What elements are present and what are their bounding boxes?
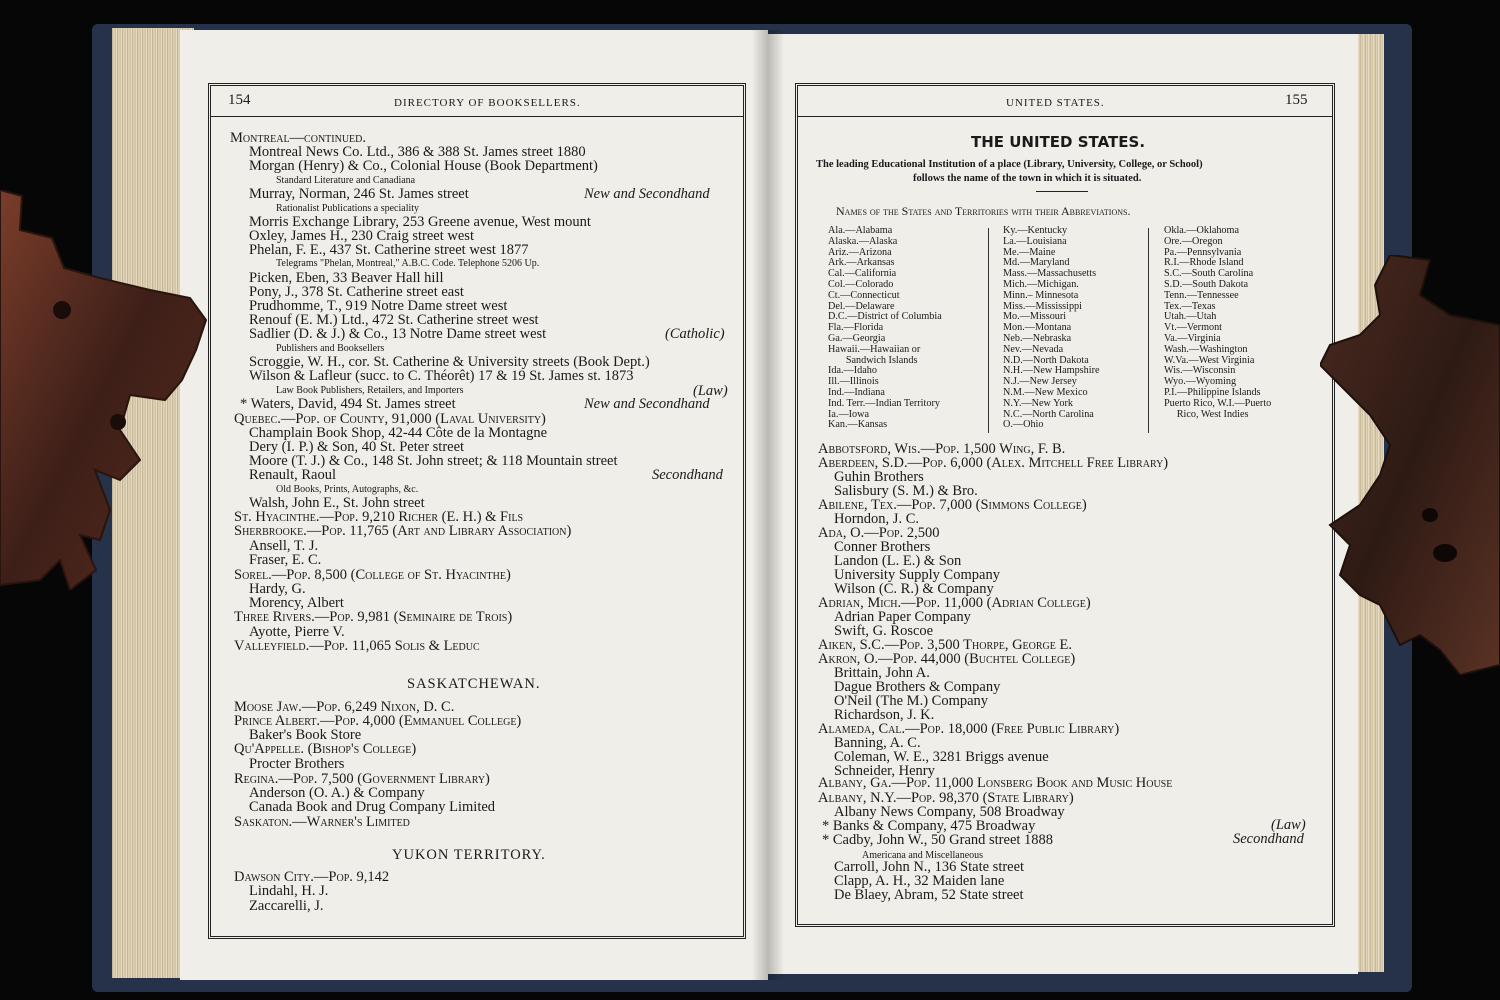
directory-line: Ayotte, Pierre V. xyxy=(249,624,345,640)
directory-line: Hardy, G. xyxy=(249,581,306,597)
directory-line: Guhin Brothers xyxy=(834,469,924,485)
directory-line: Prudhomme, T., 919 Notre Dame street west xyxy=(249,298,508,314)
directory-line: Salisbury (S. M.) & Bro. xyxy=(834,483,978,499)
left-page-number: 154 xyxy=(228,92,251,108)
directory-line: Dawson City.—Pop. 9,142 xyxy=(234,869,390,885)
directory-line: Anderson (O. A.) & Company xyxy=(249,785,425,801)
directory-line: YUKON TERRITORY. xyxy=(392,847,546,863)
directory-line: Phelan, F. E., 437 St. Catherine street west 1877 xyxy=(249,242,529,258)
directory-line: Montreal News Co. Ltd., 386 & 388 St. James street 1880 xyxy=(249,144,586,160)
directory-line: Coleman, W. E., 3281 Briggs avenue xyxy=(834,749,1049,765)
directory-line: Banning, A. C. xyxy=(834,735,921,751)
directory-line: Ada, O.—Pop. 2,500 xyxy=(818,525,940,541)
directory-line: Renault, Raoul xyxy=(249,467,336,483)
directory-line: Aberdeen, S.D.—Pop. 6,000 (Alex. Mitchell Free Library) xyxy=(818,455,1169,471)
directory-line: Champlain Book Shop, 42-44 Côte de la Montagne xyxy=(249,425,548,441)
abbreviation-column-3: Okla.—Oklahoma Ore.—Oregon Pa.—Pennsylvania R.I.—Rhode Island S.C.—South Carolina S.D.—South Dakota Tenn.—Tennessee Tex.—Texas Utah.—Utah Vt.—Vermont Va.—Virginia Wash.—Washington W.Va.—West Virginia Wis.—Wisconsin Wyo.—Wyoming P.I.—Philippine Islands Puerto Rico, W.I.—Puerto Rico, West Indies xyxy=(1164,225,1272,420)
directory-line: Wilson & Lafleur (succ. to C. Théorêt) 17 & 19 St. James st. 1873 xyxy=(249,368,634,384)
directory-line: Albany, Ga.—Pop. 11,000 Lonsberg Book and Music House xyxy=(818,775,1173,791)
left-header-rule xyxy=(211,116,743,117)
directory-line: Three Rivers.—Pop. 9,981 (Seminaire de Trois) xyxy=(234,609,513,625)
abbreviation-column-2: Ky.—Kentucky La.—Louisiana Me.—Maine Md.—Maryland Mass.—Massachusetts Mich.—Michigan. Minn.– Minnesota Miss.—Mississippi Mo.—Missouri Mon.—Montana Neb.—Nebraska Nev.—Nevada N.D.—North Dakota N.H.—New Hampshire N.J.—New Jersey N.M.—New Mexico N.Y.—New York N.C.—North Carolina O.—Ohio xyxy=(1003,225,1100,431)
directory-line: O'Neil (The M.) Company xyxy=(834,693,989,709)
directory-line: St. Hyacinthe.—Pop. 9,210 Richer (E. H.) & Fils xyxy=(234,509,524,525)
directory-line: Quebec.—Pop. of County, 91,000 (Laval University) xyxy=(234,411,546,427)
directory-line: Alameda, Cal.—Pop. 18,000 (Free Public Library) xyxy=(818,721,1120,737)
directory-line: Albany News Company, 508 Broadway xyxy=(834,804,1065,820)
directory-line: Landon (L. E.) & Son xyxy=(834,553,962,569)
directory-line: Law Book Publishers, Retailers, and Importers xyxy=(276,385,464,396)
directory-line: Qu'Appelle. (Bishop's College) xyxy=(234,741,417,757)
right-header-rule xyxy=(798,116,1332,117)
directory-line: New and Secondhand xyxy=(584,396,710,412)
directory-line: Schneider, Henry xyxy=(834,763,935,779)
directory-line: (Law) xyxy=(1271,817,1306,833)
directory-line: Old Books, Prints, Autographs, &c. xyxy=(276,484,419,495)
directory-line: (Law) xyxy=(693,383,728,399)
directory-line: Morgan (Henry) & Co., Colonial House (Book Department) xyxy=(249,158,598,174)
directory-line: * Cadby, John W., 50 Grand street 1888 xyxy=(822,832,1054,848)
directory-line: SASKATCHEWAN. xyxy=(407,676,541,692)
directory-line: Oxley, James H., 230 Craig street west xyxy=(249,228,474,244)
directory-line: Saskaton.—Warner's Limited xyxy=(234,814,410,830)
directory-line: Morency, Albert xyxy=(249,595,344,611)
directory-line: Zaccarelli, J. xyxy=(249,898,324,914)
directory-line: Horndon, J. C. xyxy=(834,511,919,527)
directory-line: Aiken, S.C.—Pop. 3,500 Thorpe, George E. xyxy=(818,637,1072,653)
directory-line: Secondhand xyxy=(652,467,723,483)
book-gutter xyxy=(752,30,784,980)
directory-line: Richardson, J. K. xyxy=(834,707,935,723)
directory-line: Americana and Miscellaneous xyxy=(862,850,984,861)
directory-line: Procter Brothers xyxy=(249,756,345,772)
directory-line: Carroll, John N., 136 State street xyxy=(834,859,1025,875)
directory-line: Sorel.—Pop. 8,500 (College of St. Hyacinthe) xyxy=(234,567,511,583)
directory-line: Clapp, A. H., 32 Maiden lane xyxy=(834,873,1005,889)
directory-line: Swift, G. Roscoe xyxy=(834,623,934,639)
directory-line: * Banks & Company, 475 Broadway xyxy=(822,818,1036,834)
directory-line: Fraser, E. C. xyxy=(249,552,322,568)
page-clip-right xyxy=(1320,255,1500,675)
directory-line: Dague Brothers & Company xyxy=(834,679,1001,695)
directory-line: Murray, Norman, 246 St. James street xyxy=(249,186,469,202)
directory-line: Regina.—Pop. 7,500 (Government Library) xyxy=(234,771,490,787)
directory-line: Telegrams "Phelan, Montreal," A.B.C. Code. Telephone 5206 Up. xyxy=(276,258,540,269)
directory-line: Abbotsford, Wis.—Pop. 1,500 Wing, F. B. xyxy=(818,441,1066,457)
directory-line: Scroggie, W. H., cor. St. Catherine & University streets (Book Dept.) xyxy=(249,354,650,370)
directory-line: Lindahl, H. J. xyxy=(249,883,329,899)
directory-line: Standard Literature and Canadiana xyxy=(276,175,416,186)
abbreviation-column-rule xyxy=(988,228,989,433)
directory-line: Canada Book and Drug Company Limited xyxy=(249,799,496,815)
directory-line: Rationalist Publications a speciality xyxy=(276,203,420,214)
intro-line-2: follows the name of the town in which it is situated. xyxy=(913,173,1142,184)
directory-line: Ansell, T. J. xyxy=(249,538,319,554)
right-running-head: UNITED STATES. xyxy=(1006,97,1105,109)
directory-line: (Catholic) xyxy=(665,326,725,342)
directory-line: Valleyfield.—Pop. 11,065 Solis & Leduc xyxy=(234,638,480,654)
directory-line: Moose Jaw.—Pop. 6,249 Nixon, D. C. xyxy=(234,699,455,715)
directory-line: Adrian, Mich.—Pop. 11,000 (Adrian College) xyxy=(818,595,1091,611)
us-section-title: THE UNITED STATES. xyxy=(971,133,1146,151)
directory-line: De Blaey, Abram, 52 State street xyxy=(834,887,1024,903)
page-clip-left xyxy=(0,190,210,590)
abbreviation-column-rule xyxy=(1148,228,1149,433)
directory-line: Renouf (E. M.) Ltd., 472 St. Catherine street west xyxy=(249,312,539,328)
abbreviation-column-1: Ala.—Alabama Alaska.—Alaska Ariz.—Arizona Ark.—Arkansas Cal.—California Col.—Colorado Ct.—Connecticut Del.—Delaware D.C.—District of Columbia Fla.—Florida Ga.—Georgia Hawaii.—Hawaiian or Sandwich Islands Ida.—Idaho Ill.—Illinois Ind.—Indiana Ind. Terr.—Indian Territory Ia.—Iowa Kan.—Kansas xyxy=(828,225,942,431)
directory-line: Wilson (C. R.) & Company xyxy=(834,581,994,597)
directory-line: Adrian Paper Company xyxy=(834,609,971,625)
directory-line: Sherbrooke.—Pop. 11,765 (Art and Library Association) xyxy=(234,523,572,539)
directory-line: Moore (T. J.) & Co., 148 St. John street; & 118 Mountain street xyxy=(249,453,618,469)
left-running-head: DIRECTORY OF BOOKSELLERS. xyxy=(394,97,581,109)
directory-line: Abilene, Tex.—Pop. 7,000 (Simmons College) xyxy=(818,497,1087,513)
directory-line: Morris Exchange Library, 253 Greene avenue, West mount xyxy=(249,214,591,230)
directory-line: Prince Albert.—Pop. 4,000 (Emmanuel College) xyxy=(234,713,522,729)
directory-line: Walsh, John E., St. John street xyxy=(249,495,425,511)
directory-line: Secondhand xyxy=(1233,831,1304,847)
directory-line: Albany, N.Y.—Pop. 98,370 (State Library) xyxy=(818,790,1074,806)
directory-line: Brittain, John A. xyxy=(834,665,930,681)
right-page-number: 155 xyxy=(1285,92,1308,108)
directory-line: Dery (I. P.) & Son, 40 St. Peter street xyxy=(249,439,465,455)
directory-line: Pony, J., 378 St. Catherine street east xyxy=(249,284,464,300)
abbreviations-heading: Names of the States and Territories with their Abbreviations. xyxy=(836,204,1131,218)
directory-line: Akron, O.—Pop. 44,000 (Buchtel College) xyxy=(818,651,1076,667)
directory-line: Montreal—continued. xyxy=(230,130,367,146)
directory-line: Baker's Book Store xyxy=(249,727,362,743)
directory-line: * Waters, David, 494 St. James street xyxy=(240,396,456,412)
heading-divider xyxy=(1036,191,1088,192)
directory-line: New and Secondhand xyxy=(584,186,710,202)
directory-line: Publishers and Booksellers xyxy=(276,343,385,354)
directory-line: Conner Brothers xyxy=(834,539,931,555)
directory-line: University Supply Company xyxy=(834,567,1000,583)
directory-line: Sadlier (D. & J.) & Co., 13 Notre Dame street west xyxy=(249,326,547,342)
intro-line-1: The leading Educational Institution of a place (Library, University, College, or School) xyxy=(816,159,1203,170)
directory-line: Picken, Eben, 33 Beaver Hall hill xyxy=(249,270,444,286)
